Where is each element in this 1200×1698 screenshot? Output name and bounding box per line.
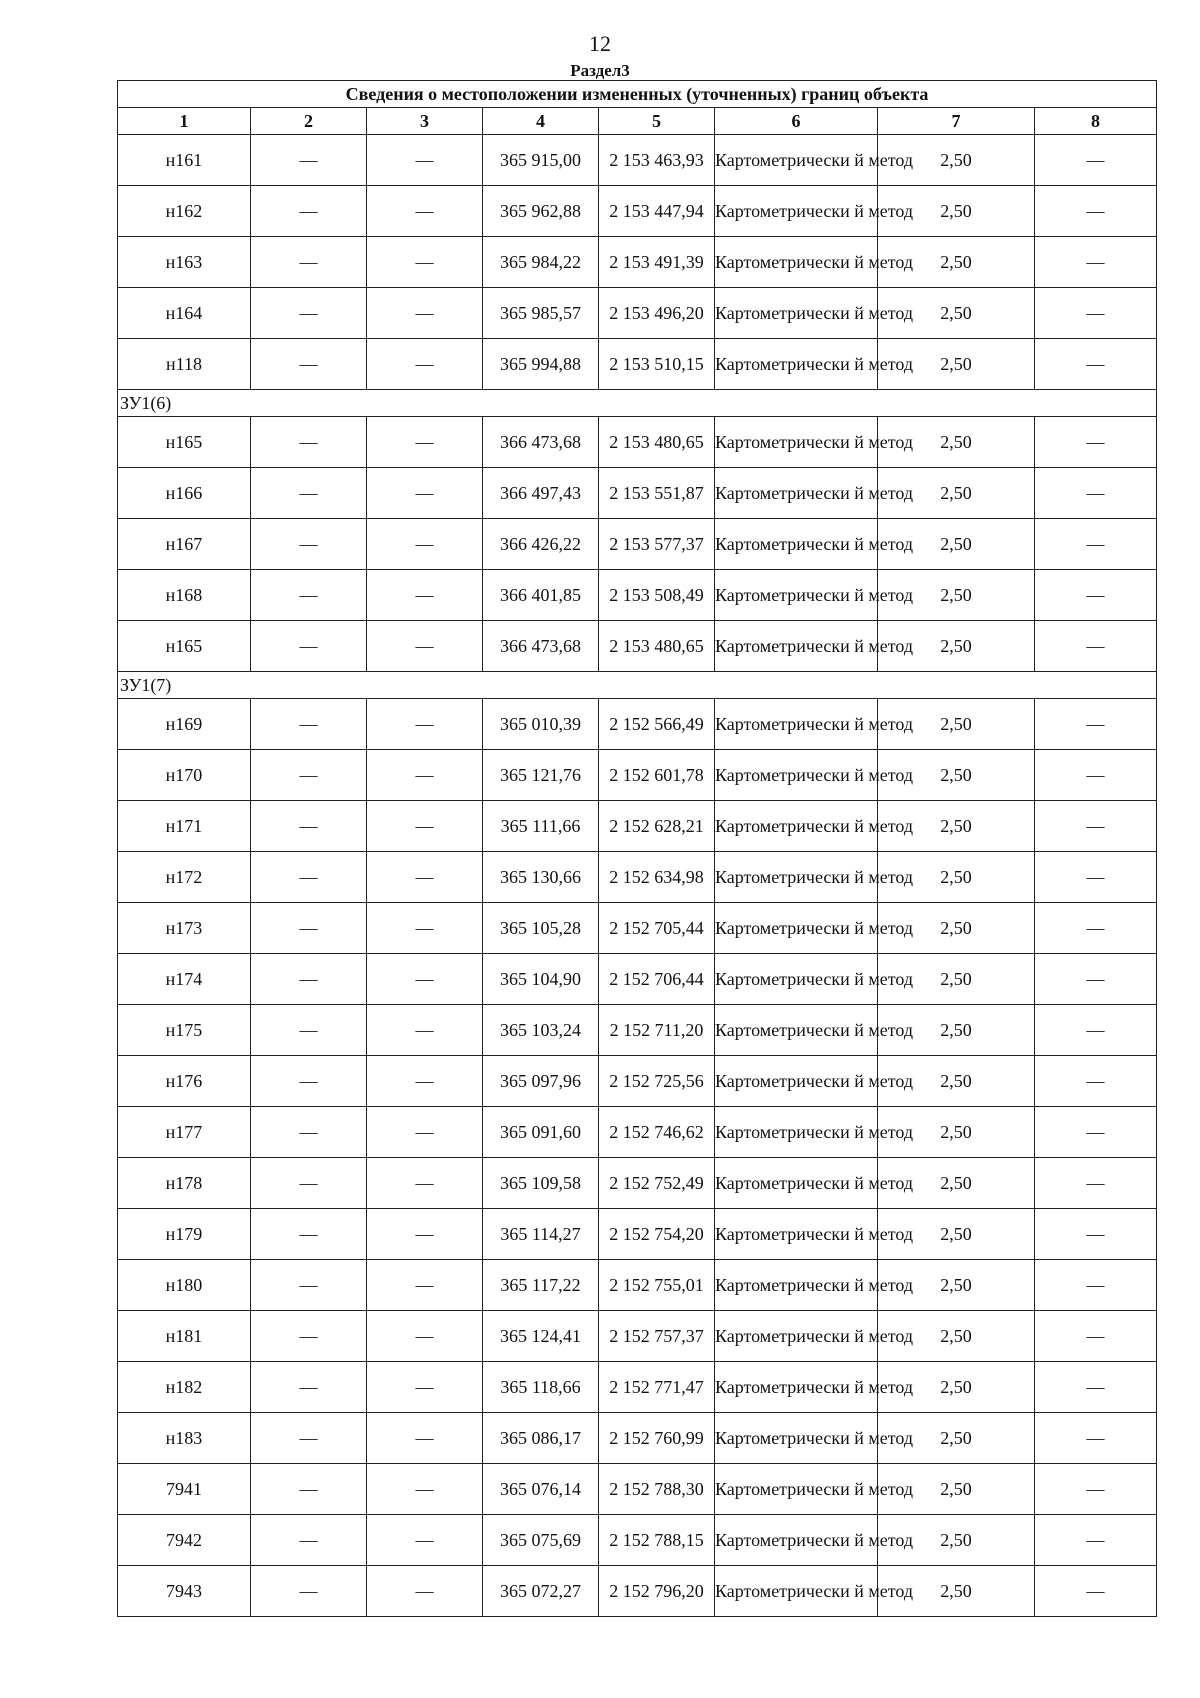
col-2-value: — — [251, 570, 367, 621]
y-coordinate: 2 153 480,65 — [599, 417, 715, 468]
accuracy: 2,50 — [878, 750, 1035, 801]
col-8-value: — — [1035, 750, 1157, 801]
point-name: н181 — [118, 1311, 251, 1362]
col-3-value: — — [367, 750, 483, 801]
col-8-value: — — [1035, 519, 1157, 570]
table-row — [118, 903, 1157, 954]
y-coordinate: 2 153 577,37 — [599, 519, 715, 570]
accuracy: 2,50 — [878, 237, 1035, 288]
table-row — [118, 570, 1157, 621]
col-3-value: — — [367, 1209, 483, 1260]
y-coordinate: 2 152 628,21 — [599, 801, 715, 852]
col-3-value: — — [367, 1260, 483, 1311]
column-number: 6 — [715, 108, 878, 135]
col-3-value: — — [367, 801, 483, 852]
x-coordinate: 365 086,17 — [483, 1413, 599, 1464]
point-name: н183 — [118, 1413, 251, 1464]
x-coordinate: 365 915,00 — [483, 135, 599, 186]
y-coordinate: 2 152 705,44 — [599, 903, 715, 954]
col-8-value: — — [1035, 186, 1157, 237]
point-name: н168 — [118, 570, 251, 621]
accuracy: 2,50 — [878, 1566, 1035, 1617]
col-2-value: — — [251, 135, 367, 186]
col-3-value: — — [367, 339, 483, 390]
method: Картометрически й метод — [715, 288, 878, 339]
col-2-value: — — [251, 1107, 367, 1158]
x-coordinate: 365 124,41 — [483, 1311, 599, 1362]
column-number: 3 — [367, 108, 483, 135]
col-8-value: — — [1035, 237, 1157, 288]
accuracy: 2,50 — [878, 1056, 1035, 1107]
boundary-coordinates-table — [117, 80, 1157, 1617]
method: Картометрически й метод — [715, 1107, 878, 1158]
table-body — [118, 81, 1157, 1617]
accuracy: 2,50 — [878, 1311, 1035, 1362]
point-name: н172 — [118, 852, 251, 903]
col-3-value: — — [367, 852, 483, 903]
y-coordinate: 2 152 706,44 — [599, 954, 715, 1005]
x-coordinate: 366 473,68 — [483, 417, 599, 468]
col-3-value: — — [367, 135, 483, 186]
method: Картометрически й метод — [715, 1566, 878, 1617]
method: Картометрически й метод — [715, 621, 878, 672]
col-3-value: — — [367, 186, 483, 237]
col-3-value: — — [367, 1056, 483, 1107]
col-3-value: — — [367, 1362, 483, 1413]
col-2-value: — — [251, 237, 367, 288]
col-3-value: — — [367, 1311, 483, 1362]
table-row — [118, 852, 1157, 903]
col-8-value: — — [1035, 570, 1157, 621]
point-name: н171 — [118, 801, 251, 852]
y-coordinate: 2 152 796,20 — [599, 1566, 715, 1617]
point-name: 7942 — [118, 1515, 251, 1566]
x-coordinate: 365 076,14 — [483, 1464, 599, 1515]
col-2-value: — — [251, 1056, 367, 1107]
x-coordinate: 366 473,68 — [483, 621, 599, 672]
y-coordinate: 2 152 788,30 — [599, 1464, 715, 1515]
x-coordinate: 366 497,43 — [483, 468, 599, 519]
table-row — [118, 801, 1157, 852]
table-row — [118, 1260, 1157, 1311]
method: Картометрически й метод — [715, 1158, 878, 1209]
column-number: 8 — [1035, 108, 1157, 135]
table-row — [118, 750, 1157, 801]
point-name: н174 — [118, 954, 251, 1005]
x-coordinate: 365 097,96 — [483, 1056, 599, 1107]
point-name: н173 — [118, 903, 251, 954]
x-coordinate: 365 111,66 — [483, 801, 599, 852]
table-row — [118, 1464, 1157, 1515]
point-name: н163 — [118, 237, 251, 288]
x-coordinate: 365 075,69 — [483, 1515, 599, 1566]
method: Картометрически й метод — [715, 699, 878, 750]
method: Картометрически й метод — [715, 417, 878, 468]
x-coordinate: 365 109,58 — [483, 1158, 599, 1209]
col-2-value: — — [251, 1311, 367, 1362]
accuracy: 2,50 — [878, 519, 1035, 570]
point-name: н169 — [118, 699, 251, 750]
accuracy: 2,50 — [878, 186, 1035, 237]
method: Картометрически й метод — [715, 954, 878, 1005]
col-8-value: — — [1035, 1362, 1157, 1413]
x-coordinate: 365 994,88 — [483, 339, 599, 390]
method: Картометрически й метод — [715, 1311, 878, 1362]
table-row — [118, 954, 1157, 1005]
point-name: н175 — [118, 1005, 251, 1056]
col-3-value: — — [367, 1464, 483, 1515]
accuracy: 2,50 — [878, 288, 1035, 339]
accuracy: 2,50 — [878, 1464, 1035, 1515]
point-name: н178 — [118, 1158, 251, 1209]
table-row — [118, 186, 1157, 237]
method: Картометрически й метод — [715, 1515, 878, 1566]
col-3-value: — — [367, 699, 483, 750]
point-name: н177 — [118, 1107, 251, 1158]
col-8-value: — — [1035, 954, 1157, 1005]
col-3-value: — — [367, 417, 483, 468]
table-row — [118, 1056, 1157, 1107]
column-number: 1 — [118, 108, 251, 135]
y-coordinate: 2 152 788,15 — [599, 1515, 715, 1566]
table-row — [118, 1566, 1157, 1617]
group-label: ЗУ1(6) — [118, 390, 1157, 417]
x-coordinate: 365 104,90 — [483, 954, 599, 1005]
x-coordinate: 365 985,57 — [483, 288, 599, 339]
y-coordinate: 2 153 447,94 — [599, 186, 715, 237]
col-2-value: — — [251, 186, 367, 237]
col-8-value: — — [1035, 1515, 1157, 1566]
col-2-value: — — [251, 1566, 367, 1617]
col-2-value: — — [251, 1209, 367, 1260]
col-3-value: — — [367, 903, 483, 954]
col-8-value: — — [1035, 1056, 1157, 1107]
method: Картометрически й метод — [715, 339, 878, 390]
col-8-value: — — [1035, 417, 1157, 468]
table-row — [118, 468, 1157, 519]
x-coordinate: 365 010,39 — [483, 699, 599, 750]
column-number: 4 — [483, 108, 599, 135]
col-8-value: — — [1035, 1413, 1157, 1464]
accuracy: 2,50 — [878, 135, 1035, 186]
y-coordinate: 2 153 551,87 — [599, 468, 715, 519]
table-row — [118, 1005, 1157, 1056]
method: Картометрически й метод — [715, 1056, 878, 1107]
table-row — [118, 1413, 1157, 1464]
col-2-value: — — [251, 1158, 367, 1209]
table-row — [118, 1107, 1157, 1158]
table-row — [118, 1158, 1157, 1209]
y-coordinate: 2 152 634,98 — [599, 852, 715, 903]
table-row — [118, 1209, 1157, 1260]
col-2-value: — — [251, 903, 367, 954]
accuracy: 2,50 — [878, 1515, 1035, 1566]
point-name: 7943 — [118, 1566, 251, 1617]
col-8-value: — — [1035, 852, 1157, 903]
col-2-value: — — [251, 1515, 367, 1566]
y-coordinate: 2 152 760,99 — [599, 1413, 715, 1464]
point-name: н161 — [118, 135, 251, 186]
col-2-value: — — [251, 1362, 367, 1413]
accuracy: 2,50 — [878, 852, 1035, 903]
column-number: 7 — [878, 108, 1035, 135]
y-coordinate: 2 152 757,37 — [599, 1311, 715, 1362]
col-2-value: — — [251, 1260, 367, 1311]
col-2-value: — — [251, 339, 367, 390]
accuracy: 2,50 — [878, 1362, 1035, 1413]
point-name: н180 — [118, 1260, 251, 1311]
accuracy: 2,50 — [878, 1005, 1035, 1056]
method: Картометрически й метод — [715, 1362, 878, 1413]
col-3-value: — — [367, 570, 483, 621]
y-coordinate: 2 152 754,20 — [599, 1209, 715, 1260]
col-2-value: — — [251, 1464, 367, 1515]
x-coordinate: 365 118,66 — [483, 1362, 599, 1413]
method: Картометрически й метод — [715, 903, 878, 954]
group-header-row — [118, 390, 1157, 417]
column-number-row — [118, 108, 1157, 135]
accuracy: 2,50 — [878, 339, 1035, 390]
y-coordinate: 2 152 601,78 — [599, 750, 715, 801]
col-3-value: — — [367, 1566, 483, 1617]
x-coordinate: 365 117,22 — [483, 1260, 599, 1311]
point-name: н176 — [118, 1056, 251, 1107]
table-row — [118, 1362, 1157, 1413]
method: Картометрически й метод — [715, 135, 878, 186]
col-3-value: — — [367, 954, 483, 1005]
method: Картометрически й метод — [715, 1005, 878, 1056]
col-2-value: — — [251, 417, 367, 468]
col-8-value: — — [1035, 1209, 1157, 1260]
col-3-value: — — [367, 468, 483, 519]
col-8-value: — — [1035, 1260, 1157, 1311]
point-name: 7941 — [118, 1464, 251, 1515]
accuracy: 2,50 — [878, 1158, 1035, 1209]
col-2-value: — — [251, 1413, 367, 1464]
x-coordinate: 365 130,66 — [483, 852, 599, 903]
method: Картометрически й метод — [715, 186, 878, 237]
x-coordinate: 365 105,28 — [483, 903, 599, 954]
col-3-value: — — [367, 1515, 483, 1566]
point-name: н182 — [118, 1362, 251, 1413]
col-2-value: — — [251, 288, 367, 339]
table-row — [118, 237, 1157, 288]
col-8-value: — — [1035, 135, 1157, 186]
table-caption-row — [118, 81, 1157, 108]
method: Картометрически й метод — [715, 1209, 878, 1260]
col-8-value: — — [1035, 1005, 1157, 1056]
method: Картометрически й метод — [715, 468, 878, 519]
y-coordinate: 2 153 508,49 — [599, 570, 715, 621]
y-coordinate: 2 152 755,01 — [599, 1260, 715, 1311]
x-coordinate: 365 091,60 — [483, 1107, 599, 1158]
point-name: н167 — [118, 519, 251, 570]
method: Картометрически й метод — [715, 519, 878, 570]
method: Картометрически й метод — [715, 750, 878, 801]
y-coordinate: 2 152 566,49 — [599, 699, 715, 750]
col-8-value: — — [1035, 288, 1157, 339]
x-coordinate: 365 114,27 — [483, 1209, 599, 1260]
point-name: н170 — [118, 750, 251, 801]
accuracy: 2,50 — [878, 699, 1035, 750]
table-row — [118, 621, 1157, 672]
point-name: н166 — [118, 468, 251, 519]
point-name: н165 — [118, 621, 251, 672]
method: Картометрически й метод — [715, 852, 878, 903]
x-coordinate: 366 401,85 — [483, 570, 599, 621]
point-name: н162 — [118, 186, 251, 237]
y-coordinate: 2 153 510,15 — [599, 339, 715, 390]
point-name: н179 — [118, 1209, 251, 1260]
method: Картометрически й метод — [715, 1413, 878, 1464]
table-row — [118, 1515, 1157, 1566]
table-row — [118, 519, 1157, 570]
x-coordinate: 366 426,22 — [483, 519, 599, 570]
column-number: 5 — [599, 108, 715, 135]
col-8-value: — — [1035, 903, 1157, 954]
col-8-value: — — [1035, 468, 1157, 519]
col-3-value: — — [367, 1005, 483, 1056]
col-2-value: — — [251, 468, 367, 519]
x-coordinate: 365 072,27 — [483, 1566, 599, 1617]
method: Картометрически й метод — [715, 1464, 878, 1515]
y-coordinate: 2 152 752,49 — [599, 1158, 715, 1209]
table-caption: Сведения о местоположении измененных (уточненных) границ объекта — [118, 81, 1157, 108]
accuracy: 2,50 — [878, 570, 1035, 621]
col-2-value: — — [251, 699, 367, 750]
y-coordinate: 2 153 491,39 — [599, 237, 715, 288]
col-3-value: — — [367, 237, 483, 288]
table-row — [118, 135, 1157, 186]
col-8-value: — — [1035, 339, 1157, 390]
col-2-value: — — [251, 621, 367, 672]
point-name: н165 — [118, 417, 251, 468]
col-8-value: — — [1035, 1158, 1157, 1209]
col-3-value: — — [367, 288, 483, 339]
col-8-value: — — [1035, 699, 1157, 750]
accuracy: 2,50 — [878, 1413, 1035, 1464]
point-name: н118 — [118, 339, 251, 390]
col-3-value: — — [367, 1107, 483, 1158]
col-2-value: — — [251, 1005, 367, 1056]
col-3-value: — — [367, 1413, 483, 1464]
col-2-value: — — [251, 750, 367, 801]
col-2-value: — — [251, 801, 367, 852]
col-2-value: — — [251, 852, 367, 903]
col-3-value: — — [367, 519, 483, 570]
col-8-value: — — [1035, 1311, 1157, 1362]
y-coordinate: 2 153 496,20 — [599, 288, 715, 339]
col-3-value: — — [367, 1158, 483, 1209]
y-coordinate: 2 152 746,62 — [599, 1107, 715, 1158]
method: Картометрически й метод — [715, 570, 878, 621]
x-coordinate: 365 962,88 — [483, 186, 599, 237]
y-coordinate: 2 152 771,47 — [599, 1362, 715, 1413]
section-title: Раздел3 — [570, 61, 630, 80]
accuracy: 2,50 — [878, 417, 1035, 468]
accuracy: 2,50 — [878, 468, 1035, 519]
accuracy: 2,50 — [878, 1260, 1035, 1311]
x-coordinate: 365 103,24 — [483, 1005, 599, 1056]
group-header-row — [118, 672, 1157, 699]
col-8-value: — — [1035, 801, 1157, 852]
accuracy: 2,50 — [878, 1209, 1035, 1260]
column-number: 2 — [251, 108, 367, 135]
method: Картометрически й метод — [715, 1260, 878, 1311]
accuracy: 2,50 — [878, 903, 1035, 954]
page-number: 12 — [589, 31, 611, 56]
table-row — [118, 417, 1157, 468]
accuracy: 2,50 — [878, 954, 1035, 1005]
y-coordinate: 2 152 711,20 — [599, 1005, 715, 1056]
col-8-value: — — [1035, 621, 1157, 672]
method: Картометрически й метод — [715, 801, 878, 852]
col-2-value: — — [251, 954, 367, 1005]
y-coordinate: 2 152 725,56 — [599, 1056, 715, 1107]
accuracy: 2,50 — [878, 801, 1035, 852]
table-row — [118, 699, 1157, 750]
y-coordinate: 2 153 463,93 — [599, 135, 715, 186]
method: Картометрически й метод — [715, 237, 878, 288]
accuracy: 2,50 — [878, 621, 1035, 672]
col-2-value: — — [251, 519, 367, 570]
col-3-value: — — [367, 621, 483, 672]
col-8-value: — — [1035, 1566, 1157, 1617]
table-row — [118, 1311, 1157, 1362]
group-label: ЗУ1(7) — [118, 672, 1157, 699]
col-8-value: — — [1035, 1464, 1157, 1515]
point-name: н164 — [118, 288, 251, 339]
accuracy: 2,50 — [878, 1107, 1035, 1158]
table-row — [118, 339, 1157, 390]
col-8-value: — — [1035, 1107, 1157, 1158]
table-row — [118, 288, 1157, 339]
x-coordinate: 365 121,76 — [483, 750, 599, 801]
x-coordinate: 365 984,22 — [483, 237, 599, 288]
y-coordinate: 2 153 480,65 — [599, 621, 715, 672]
